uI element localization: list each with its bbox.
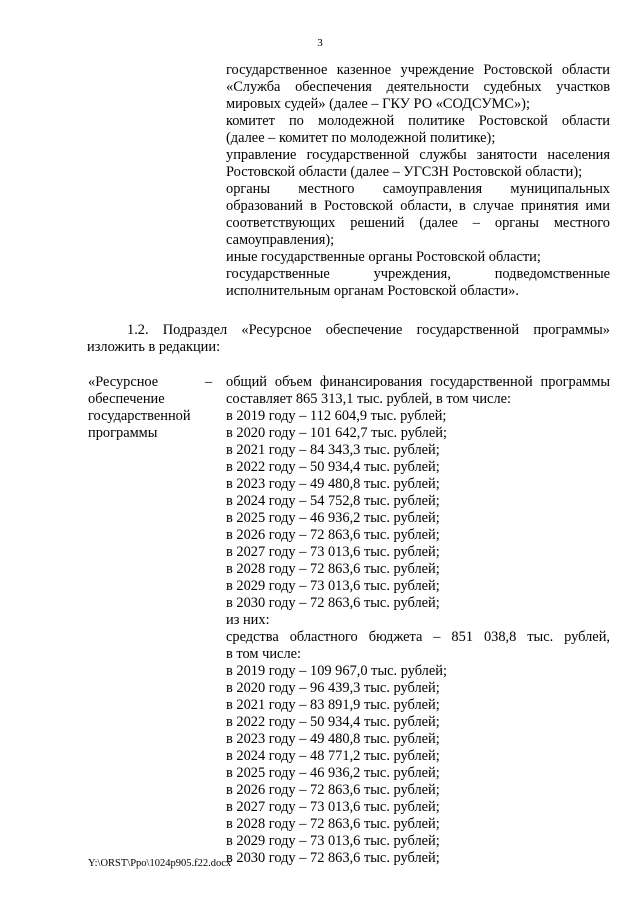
- text-line: Ростовской области (далее – УГСЗН Ростовской области);: [226, 164, 583, 180]
- funding-line: в 2028 году – 72 863,6 тыс. рублей;: [226, 561, 440, 577]
- funding-line: в 2025 году – 46 936,2 тыс. рублей;: [226, 510, 440, 526]
- text-line: управление государственной службы занятости населения: [226, 147, 610, 163]
- funding-line: в 2021 году – 83 891,9 тыс. рублей;: [226, 697, 440, 713]
- funding-line: в 2022 году – 50 934,4 тыс. рублей;: [226, 459, 440, 475]
- funding-line: в 2026 году – 72 863,6 тыс. рублей;: [226, 782, 440, 798]
- funding-line: в 2022 году – 50 934,4 тыс. рублей;: [226, 714, 440, 730]
- text-line: иные государственные органы Ростовской области;: [226, 249, 541, 265]
- text-line: государственное казенное учреждение Ростовской области: [226, 62, 610, 78]
- amendment-intro: [87, 322, 610, 356]
- file-path-footer: Y:\ORST\Ppo\1024p905.f22.docx: [88, 858, 232, 869]
- text-line: исполнительным органам Ростовской области».: [226, 283, 519, 299]
- page-number: 3: [317, 37, 323, 49]
- text-line: комитет по молодежной политике Ростовской области: [226, 113, 610, 129]
- funding-line: в 2027 году – 73 013,6 тыс. рублей;: [226, 544, 440, 560]
- text-line: органы местного самоуправления муниципальных: [226, 181, 610, 197]
- text-line: образований в Ростовской области, в случае принятия ими: [226, 198, 610, 214]
- text-line: «Служба обеспечения деятельности судебных участков: [226, 79, 610, 95]
- funding-line: средства областного бюджета – 851 038,8 тыс. рублей,: [226, 629, 610, 645]
- funding-line: в том числе:: [226, 646, 302, 662]
- funding-line: в 2024 году – 48 771,2 тыс. рублей;: [226, 748, 440, 764]
- funding-line: в 2019 году – 109 967,0 тыс. рублей;: [226, 663, 447, 679]
- label-line: обеспечение: [88, 391, 165, 407]
- text-line: (далее – комитет по молодежной политике);: [226, 130, 496, 146]
- funding-line: в 2026 году – 72 863,6 тыс. рублей;: [226, 527, 440, 543]
- agencies-list: [226, 62, 610, 300]
- funding-line: в 2030 году – 72 863,6 тыс. рублей;: [226, 595, 440, 611]
- funding-line: в 2028 году – 72 863,6 тыс. рублей;: [226, 816, 440, 832]
- resource-label: [88, 374, 203, 442]
- funding-line: в 2023 году – 49 480,8 тыс. рублей;: [226, 476, 440, 492]
- text-line: самоуправления);: [226, 232, 335, 248]
- intro-line: изложить в редакции:: [87, 339, 221, 355]
- text-line: соответствующих решений (далее – органы местного: [226, 215, 610, 231]
- funding-line: в 2020 году – 96 439,3 тыс. рублей;: [226, 680, 440, 696]
- funding-line: в 2023 году – 49 480,8 тыс. рублей;: [226, 731, 440, 747]
- funding-line: в 2025 году – 46 936,2 тыс. рублей;: [226, 765, 440, 781]
- label-line: государственной: [88, 408, 191, 424]
- funding-line: в 2021 году – 84 343,3 тыс. рублей;: [226, 442, 440, 458]
- funding-line: в 2020 году – 101 642,7 тыс. рублей;: [226, 425, 447, 441]
- label-line: «Ресурсное: [88, 374, 159, 390]
- label-line: программы: [88, 425, 158, 441]
- funding-line: в 2029 году – 73 013,6 тыс. рублей;: [226, 833, 440, 849]
- dash-separator: –: [205, 374, 213, 390]
- funding-line: в 2024 году – 54 752,8 тыс. рублей;: [226, 493, 440, 509]
- funding-line: составляет 865 313,1 тыс. рублей, в том числе:: [226, 391, 512, 407]
- funding-line: в 2030 году – 72 863,6 тыс. рублей;: [226, 850, 440, 866]
- text-line: мировых судей» (далее – ГКУ РО «СОДСУМС»);: [226, 96, 530, 112]
- intro-line: 1.2. Подраздел «Ресурсное обеспечение государственной программы»: [127, 322, 610, 338]
- funding-line: в 2027 году – 73 013,6 тыс. рублей;: [226, 799, 440, 815]
- funding-line: в 2029 году – 73 013,6 тыс. рублей;: [226, 578, 440, 594]
- text-line: государственные учреждения, подведомственные: [226, 266, 610, 282]
- resource-content: [226, 374, 610, 867]
- funding-line: общий объем финансирования государственной программы: [226, 374, 610, 390]
- funding-line: в 2019 году – 112 604,9 тыс. рублей;: [226, 408, 447, 424]
- funding-line: из них:: [226, 612, 270, 628]
